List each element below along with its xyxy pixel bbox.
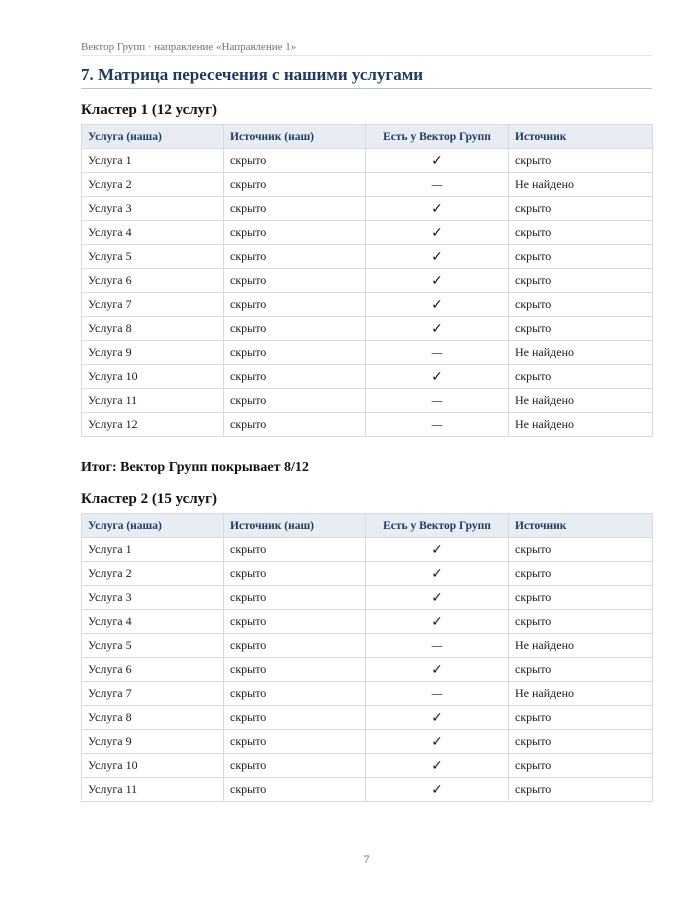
source-ours-cell: скрыто bbox=[224, 778, 366, 802]
source-cell: Не найдено bbox=[509, 413, 653, 437]
source-cell: скрыто bbox=[509, 610, 653, 634]
source-cell: скрыто bbox=[509, 778, 653, 802]
dash-icon: — bbox=[366, 682, 509, 706]
service-cell: Услуга 6 bbox=[82, 269, 224, 293]
source-cell: скрыто bbox=[509, 317, 653, 341]
source-ours-cell: скрыто bbox=[224, 754, 366, 778]
table-row bbox=[82, 221, 653, 245]
running-header: Вектор Групп · направление «Направление 1» bbox=[81, 41, 297, 53]
source-cell: скрыто bbox=[509, 293, 653, 317]
table-row bbox=[82, 173, 653, 197]
service-cell: Услуга 3 bbox=[82, 197, 224, 221]
source-ours-cell: скрыто bbox=[224, 389, 366, 413]
cluster-2-table bbox=[81, 513, 653, 802]
table-row bbox=[82, 754, 653, 778]
dash-icon: — bbox=[366, 341, 509, 365]
column-header-present: Есть у Вектор Групп bbox=[366, 514, 509, 538]
table-row bbox=[82, 778, 653, 802]
source-cell: скрыто bbox=[509, 197, 653, 221]
column-header-source-ours: Источник (наш) bbox=[224, 125, 366, 149]
table-row bbox=[82, 658, 653, 682]
service-cell: Услуга 1 bbox=[82, 538, 224, 562]
column-header-source: Источник bbox=[509, 125, 653, 149]
source-ours-cell: скрыто bbox=[224, 413, 366, 437]
service-cell: Услуга 7 bbox=[82, 682, 224, 706]
column-header-service: Услуга (наша) bbox=[82, 125, 224, 149]
check-icon: ✓ bbox=[366, 365, 509, 389]
table-row bbox=[82, 634, 653, 658]
service-cell: Услуга 10 bbox=[82, 365, 224, 389]
table-row bbox=[82, 365, 653, 389]
check-icon: ✓ bbox=[366, 586, 509, 610]
source-cell: скрыто bbox=[509, 562, 653, 586]
service-cell: Услуга 7 bbox=[82, 293, 224, 317]
service-cell: Услуга 12 bbox=[82, 413, 224, 437]
check-icon: ✓ bbox=[366, 149, 509, 173]
cluster-1-table bbox=[81, 124, 653, 437]
source-ours-cell: скрыто bbox=[224, 682, 366, 706]
table-row bbox=[82, 341, 653, 365]
source-ours-cell: скрыто bbox=[224, 365, 366, 389]
table-row bbox=[82, 197, 653, 221]
service-cell: Услуга 9 bbox=[82, 730, 224, 754]
service-cell: Услуга 4 bbox=[82, 221, 224, 245]
source-cell: скрыто bbox=[509, 586, 653, 610]
column-header-present: Есть у Вектор Групп bbox=[366, 125, 509, 149]
source-ours-cell: скрыто bbox=[224, 562, 366, 586]
service-cell: Услуга 10 bbox=[82, 754, 224, 778]
service-cell: Услуга 1 bbox=[82, 149, 224, 173]
check-icon: ✓ bbox=[366, 221, 509, 245]
service-cell: Услуга 11 bbox=[82, 389, 224, 413]
source-cell: Не найдено bbox=[509, 341, 653, 365]
source-ours-cell: скрыто bbox=[224, 221, 366, 245]
source-cell: Не найдено bbox=[509, 173, 653, 197]
source-cell: скрыто bbox=[509, 245, 653, 269]
table-row bbox=[82, 149, 653, 173]
source-cell: скрыто bbox=[509, 730, 653, 754]
service-cell: Услуга 2 bbox=[82, 562, 224, 586]
service-cell: Услуга 3 bbox=[82, 586, 224, 610]
check-icon: ✓ bbox=[366, 610, 509, 634]
check-icon: ✓ bbox=[366, 317, 509, 341]
table-row bbox=[82, 682, 653, 706]
check-icon: ✓ bbox=[366, 245, 509, 269]
check-icon: ✓ bbox=[366, 562, 509, 586]
source-ours-cell: скрыто bbox=[224, 610, 366, 634]
dash-icon: — bbox=[366, 389, 509, 413]
source-ours-cell: скрыто bbox=[224, 538, 366, 562]
service-cell: Услуга 8 bbox=[82, 706, 224, 730]
service-cell: Услуга 2 bbox=[82, 173, 224, 197]
table-row bbox=[82, 245, 653, 269]
source-ours-cell: скрыто bbox=[224, 197, 366, 221]
check-icon: ✓ bbox=[366, 658, 509, 682]
service-cell: Услуга 5 bbox=[82, 634, 224, 658]
cluster-2-heading: Кластер 2 (15 услуг) bbox=[81, 491, 217, 507]
check-icon: ✓ bbox=[366, 197, 509, 221]
source-cell: Не найдено bbox=[509, 389, 653, 413]
source-cell: скрыто bbox=[509, 658, 653, 682]
check-icon: ✓ bbox=[366, 538, 509, 562]
source-ours-cell: скрыто bbox=[224, 269, 366, 293]
header-divider bbox=[81, 55, 652, 56]
source-ours-cell: скрыто bbox=[224, 149, 366, 173]
check-icon: ✓ bbox=[366, 730, 509, 754]
source-cell: скрыто bbox=[509, 365, 653, 389]
source-ours-cell: скрыто bbox=[224, 658, 366, 682]
table-header-row bbox=[82, 125, 653, 149]
page-number: 7 bbox=[363, 852, 370, 866]
table-row bbox=[82, 389, 653, 413]
table-row bbox=[82, 706, 653, 730]
source-ours-cell: скрыто bbox=[224, 634, 366, 658]
check-icon: ✓ bbox=[366, 269, 509, 293]
dash-icon: — bbox=[366, 634, 509, 658]
service-cell: Услуга 4 bbox=[82, 610, 224, 634]
table-row bbox=[82, 730, 653, 754]
source-cell: скрыто bbox=[509, 754, 653, 778]
dash-icon: — bbox=[366, 413, 509, 437]
section-title-divider bbox=[81, 88, 652, 89]
check-icon: ✓ bbox=[366, 293, 509, 317]
service-cell: Услуга 5 bbox=[82, 245, 224, 269]
table-row bbox=[82, 586, 653, 610]
table-row bbox=[82, 317, 653, 341]
table-row bbox=[82, 293, 653, 317]
column-header-service: Услуга (наша) bbox=[82, 514, 224, 538]
check-icon: ✓ bbox=[366, 778, 509, 802]
table-row bbox=[82, 413, 653, 437]
section-title: 7. Матрица пересечения с нашими услугами bbox=[81, 65, 424, 84]
source-cell: скрыто bbox=[509, 706, 653, 730]
table-header-row bbox=[82, 514, 653, 538]
source-cell: скрыто bbox=[509, 269, 653, 293]
source-ours-cell: скрыто bbox=[224, 317, 366, 341]
column-header-source-ours: Источник (наш) bbox=[224, 514, 366, 538]
service-cell: Услуга 11 bbox=[82, 778, 224, 802]
table-row bbox=[82, 538, 653, 562]
source-cell: скрыто bbox=[509, 538, 653, 562]
service-cell: Услуга 9 bbox=[82, 341, 224, 365]
service-cell: Услуга 6 bbox=[82, 658, 224, 682]
source-ours-cell: скрыто bbox=[224, 245, 366, 269]
source-ours-cell: скрыто bbox=[224, 173, 366, 197]
source-cell: Не найдено bbox=[509, 682, 653, 706]
source-ours-cell: скрыто bbox=[224, 730, 366, 754]
source-cell: скрыто bbox=[509, 221, 653, 245]
dash-icon: — bbox=[366, 173, 509, 197]
source-ours-cell: скрыто bbox=[224, 706, 366, 730]
column-header-source: Источник bbox=[509, 514, 653, 538]
source-ours-cell: скрыто bbox=[224, 341, 366, 365]
table-row bbox=[82, 269, 653, 293]
source-ours-cell: скрыто bbox=[224, 293, 366, 317]
check-icon: ✓ bbox=[366, 706, 509, 730]
cluster-1-summary: Итог: Вектор Групп покрывает 8/12 bbox=[81, 460, 309, 475]
table-row bbox=[82, 562, 653, 586]
check-icon: ✓ bbox=[366, 754, 509, 778]
service-cell: Услуга 8 bbox=[82, 317, 224, 341]
cluster-1-heading: Кластер 1 (12 услуг) bbox=[81, 102, 217, 118]
source-cell: скрыто bbox=[509, 149, 653, 173]
source-ours-cell: скрыто bbox=[224, 586, 366, 610]
source-cell: Не найдено bbox=[509, 634, 653, 658]
table-row bbox=[82, 610, 653, 634]
